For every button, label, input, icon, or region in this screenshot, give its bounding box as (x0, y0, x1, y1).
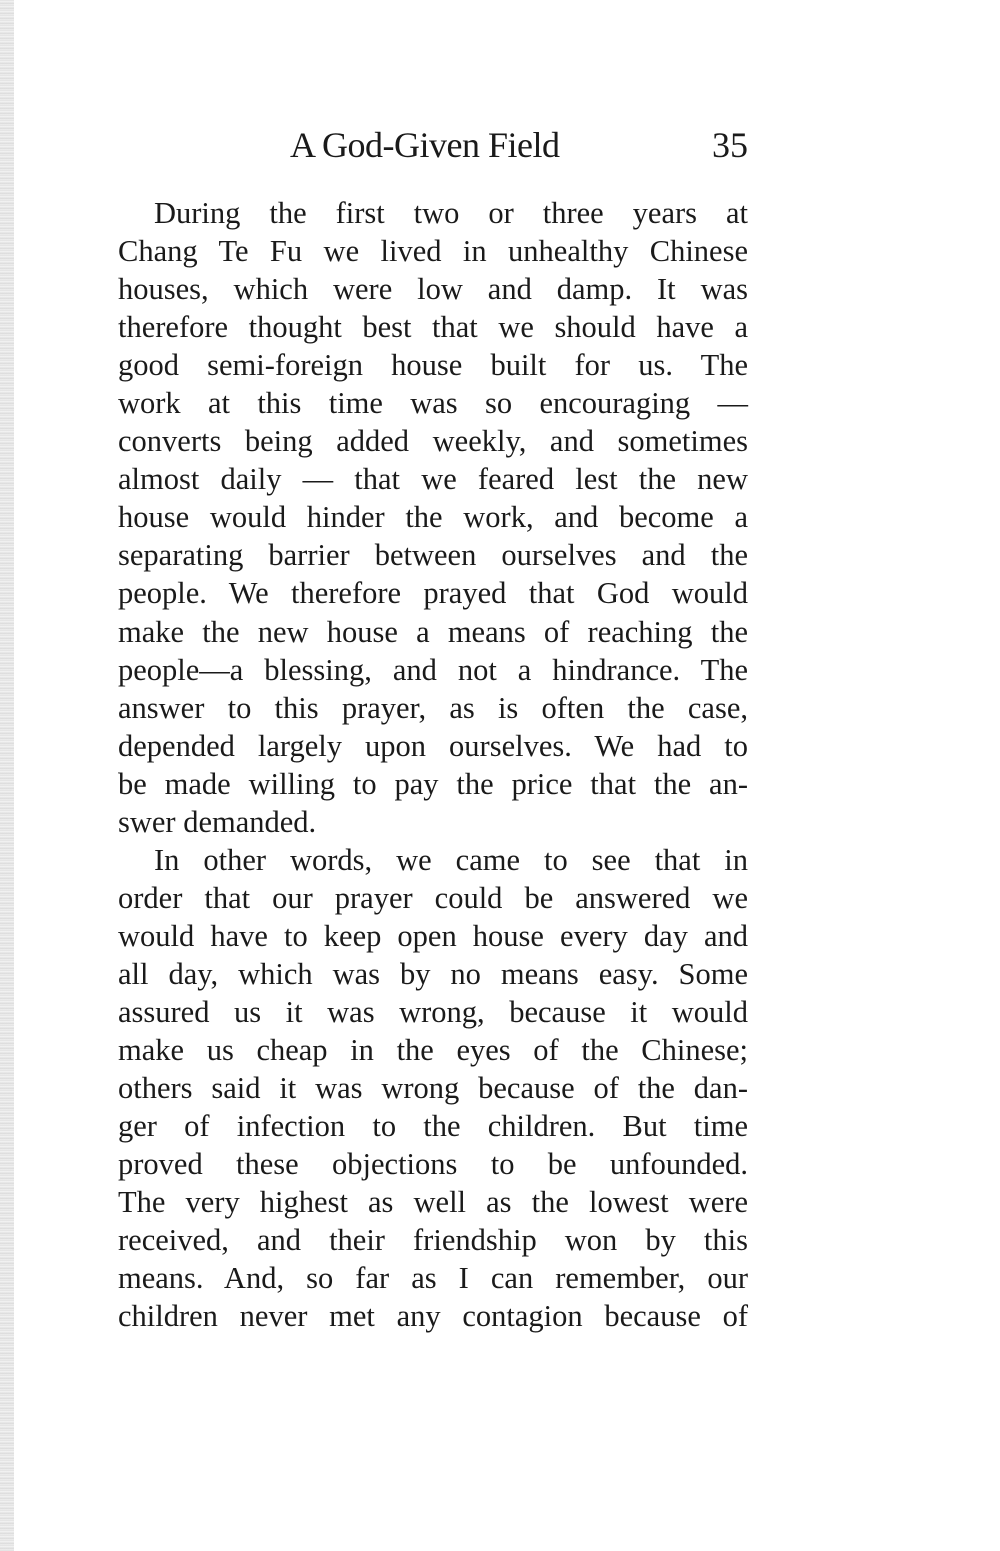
text-line: ger of infection to the children. But time (118, 1109, 748, 1144)
text-line: make the new house a means of reaching the (118, 614, 748, 649)
text-line: work at this time was so encouraging — (118, 386, 748, 421)
text-line: make us cheap in the eyes of the Chinese; (118, 1033, 748, 1068)
text-line: assured us it was wrong, because it would (118, 994, 748, 1029)
text-line: people. We therefore prayed that God would (118, 576, 748, 611)
text-line: be made willing to pay the price that the an- (118, 766, 748, 801)
body-text (118, 194, 748, 1335)
text-line: Chang Te Fu we lived in unhealthy Chinese (118, 234, 748, 269)
text-line: depended largely upon ourselves. We had to (118, 728, 748, 763)
text-line: all day, which was by no means easy. Some (118, 956, 748, 991)
text-line: order that our prayer could be answered we (118, 880, 748, 915)
page-number: 35 (712, 125, 748, 165)
text-line: separating barrier between ourselves and the (118, 538, 748, 573)
text-line: The very highest as well as the lowest were (118, 1185, 748, 1220)
text-line: people—a blessing, and not a hindrance. The (118, 652, 748, 687)
text-line: In other words, we came to see that in (154, 842, 748, 877)
text-line: During the first two or three years at (154, 196, 748, 230)
scan-binding-edge (0, 0, 14, 1551)
text-line: house would hinder the work, and become a (118, 500, 748, 535)
paragraph-1 (118, 194, 748, 841)
text-line: houses, which were low and damp. It was (118, 272, 748, 307)
text-line: answer to this prayer, as is often the case, (118, 690, 748, 725)
text-line: good semi-foreign house built for us. The (118, 348, 748, 383)
text-line: received, and their friendship won by this (118, 1223, 748, 1258)
text-line: means. And, so far as I can remember, our (118, 1261, 748, 1296)
text-line: would have to keep open house every day and (118, 918, 748, 953)
text-line: converts being added weekly, and sometimes (118, 424, 748, 459)
text-line: therefore thought best that we should have a (118, 310, 748, 345)
running-head (118, 120, 748, 176)
book-page (118, 120, 748, 1335)
paragraph-2 (118, 841, 748, 1336)
text-line: swer demanded. (118, 804, 317, 839)
text-line: proved these objections to be unfounded. (118, 1147, 748, 1182)
text-line: others said it was wrong because of the dan- (118, 1071, 748, 1106)
running-title: A God-Given Field (290, 125, 560, 165)
text-line: almost daily — that we feared lest the new (118, 462, 748, 497)
text-line: children never met any contagion because of (118, 1299, 748, 1334)
